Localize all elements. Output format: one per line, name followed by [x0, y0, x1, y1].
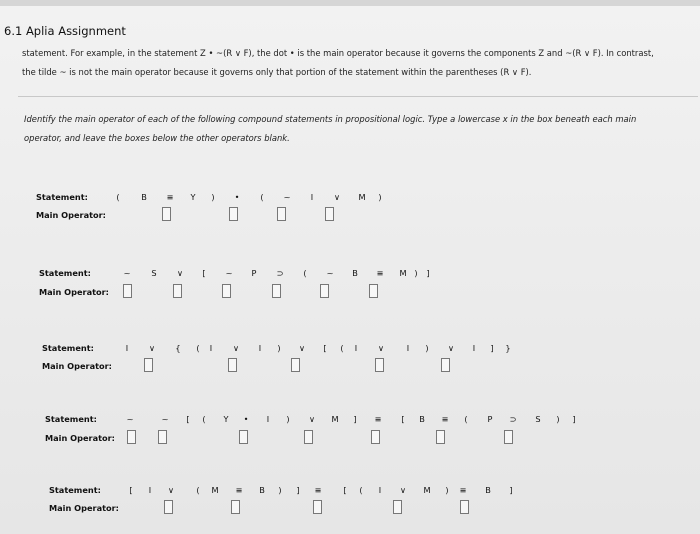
statement-token: ) [556, 414, 560, 424]
main-operator-input-box[interactable] [460, 500, 469, 514]
statement-token: ) [445, 485, 449, 495]
statement-token: ∨ [400, 485, 406, 495]
main-operator-input-box[interactable] [325, 207, 334, 221]
statement-token: [ [202, 268, 206, 278]
statement-token: ) [286, 414, 290, 424]
statement-token: ( [303, 268, 307, 278]
statement-token: P [487, 414, 493, 424]
statement-label: Statement: [36, 192, 88, 202]
main-operator-input-box[interactable] [436, 430, 445, 444]
statement-token: P [251, 268, 257, 278]
main-operator-input-box[interactable] [277, 207, 286, 221]
statement-token: ) [211, 192, 215, 202]
statement-token: ≡ [441, 414, 449, 424]
statement-token: ( [340, 343, 344, 353]
instructions-line-2: operator, and leave the boxes below the other operators blank. [24, 133, 290, 143]
main-operator-label: Main Operator: [39, 287, 109, 297]
statement-token: ∨ [378, 343, 384, 353]
main-operator-input-box[interactable] [304, 430, 313, 444]
statement-token: I [258, 343, 262, 353]
statement-token: B [141, 192, 147, 202]
main-operator-input-box[interactable] [123, 284, 132, 298]
main-operator-input-box[interactable] [228, 358, 237, 372]
main-operator-input-box[interactable] [313, 500, 322, 514]
statement-token: I [209, 343, 213, 353]
statement-token: Y [190, 192, 196, 202]
statement-token: I [148, 485, 152, 495]
statement-token: [ [343, 485, 347, 495]
main-operator-input-box[interactable] [173, 284, 182, 298]
instructions-line-1: Identify the main operator of each of the following compound statements in propositional logic. Type a lowercase x in the box beneath each main [24, 114, 637, 124]
statement-token: ∨ [149, 343, 155, 353]
statement-token: ∨ [233, 343, 239, 353]
statement-token: I [378, 485, 382, 495]
statement-token: ] [572, 414, 576, 424]
intro-line-1: statement. For example, in the statement Z • ~(R ∨ F), the dot • is the main operator because it governs the components Z and ~(R ∨ F). In contrast, [22, 48, 654, 58]
statement-token: [ [186, 414, 190, 424]
statement-token: Y [223, 414, 229, 424]
page-title: 6.1 Aplia Assignment [4, 24, 126, 38]
statement-token: I [266, 414, 270, 424]
statement-token: B [259, 485, 265, 495]
statement-token: ⊃ [276, 268, 284, 278]
main-operator-input-box[interactable] [164, 500, 173, 514]
statement-token: [ [401, 414, 405, 424]
main-operator-input-box[interactable] [291, 358, 300, 372]
main-operator-input-box[interactable] [375, 358, 384, 372]
statement-token: ~ [161, 414, 169, 424]
statement-token: ( [116, 192, 120, 202]
statement-token: ( [359, 485, 363, 495]
statement-token: M [358, 192, 366, 202]
main-operator-input-box[interactable] [320, 284, 329, 298]
main-operator-input-box[interactable] [231, 500, 240, 514]
statement-token: ( [202, 414, 206, 424]
statement-token: ⊃ [509, 414, 517, 424]
statement-token: [ [323, 343, 327, 353]
statement-token: ~ [326, 268, 334, 278]
statement-token: M [423, 485, 431, 495]
statement-token: I [125, 343, 129, 353]
statement-token: ] [509, 485, 513, 495]
statement-token: ~ [283, 192, 291, 202]
statement-token: ∨ [334, 192, 340, 202]
intro-line-2: the tilde ~ is not the main operator because it governs only that portion of the statement within the parentheses (R ∨ F). [22, 67, 532, 77]
statement-token: I [310, 192, 314, 202]
main-operator-label: Main Operator: [36, 210, 106, 220]
top-bar [0, 0, 700, 6]
statement-label: Statement: [42, 343, 94, 353]
statement-token: ( [196, 343, 200, 353]
statement-token: ∨ [299, 343, 305, 353]
main-operator-input-box[interactable] [272, 284, 281, 298]
statement-token: ~ [123, 268, 131, 278]
statement-token: [ [129, 485, 133, 495]
statement-token: ] [426, 268, 430, 278]
statement-token: ≡ [166, 192, 174, 202]
statement-token: ≡ [374, 414, 382, 424]
statement-token: I [406, 343, 410, 353]
main-operator-input-box[interactable] [371, 430, 380, 444]
statement-token: ] [296, 485, 300, 495]
main-operator-input-box[interactable] [393, 500, 402, 514]
statement-token: ~ [126, 414, 134, 424]
statement-label: Statement: [45, 414, 97, 424]
main-operator-input-box[interactable] [158, 430, 167, 444]
divider [18, 96, 698, 97]
main-operator-label: Main Operator: [42, 361, 112, 371]
statement-token: M [211, 485, 219, 495]
main-operator-input-box[interactable] [441, 358, 450, 372]
statement-token: I [354, 343, 358, 353]
statement-token: ≡ [459, 485, 467, 495]
statement-token: B [419, 414, 425, 424]
statement-token: • [243, 414, 249, 424]
statement-token: S [535, 414, 541, 424]
statement-token: ] [490, 343, 494, 353]
statement-token: ∨ [448, 343, 454, 353]
main-operator-label: Main Operator: [49, 503, 119, 513]
statement-token: M [331, 414, 339, 424]
statement-token: ) [277, 343, 281, 353]
statement-token: M [399, 268, 407, 278]
statement-token: B [485, 485, 491, 495]
statement-token: { [175, 343, 181, 353]
statement-token: ) [425, 343, 429, 353]
statement-token: ) [414, 268, 418, 278]
main-operator-input-box[interactable] [162, 207, 171, 221]
statement-token: ( [464, 414, 468, 424]
main-operator-input-box[interactable] [369, 284, 378, 298]
main-operator-input-box[interactable] [239, 430, 248, 444]
statement-label: Statement: [49, 485, 101, 495]
statement-label: Statement: [39, 268, 91, 278]
main-operator-input-box[interactable] [222, 284, 231, 298]
statement-token: ∨ [309, 414, 315, 424]
statement-token: ) [378, 192, 382, 202]
statement-token: ( [196, 485, 200, 495]
statement-token: • [234, 192, 240, 202]
statement-token: ≡ [376, 268, 384, 278]
statement-token: ( [260, 192, 264, 202]
main-operator-input-box[interactable] [229, 207, 238, 221]
statement-token: ) [278, 485, 282, 495]
main-operator-input-box[interactable] [127, 430, 136, 444]
statement-token: ] [353, 414, 357, 424]
statement-token: ≡ [235, 485, 243, 495]
statement-token: ~ [225, 268, 233, 278]
statement-token: ∨ [177, 268, 183, 278]
statement-token: B [352, 268, 358, 278]
statement-token: I [472, 343, 476, 353]
main-operator-label: Main Operator: [45, 433, 115, 443]
main-operator-input-box[interactable] [504, 430, 513, 444]
statement-token: } [505, 343, 511, 353]
statement-token: ≡ [314, 485, 322, 495]
main-operator-input-box[interactable] [144, 358, 153, 372]
statement-token: S [151, 268, 157, 278]
statement-token: ∨ [168, 485, 174, 495]
